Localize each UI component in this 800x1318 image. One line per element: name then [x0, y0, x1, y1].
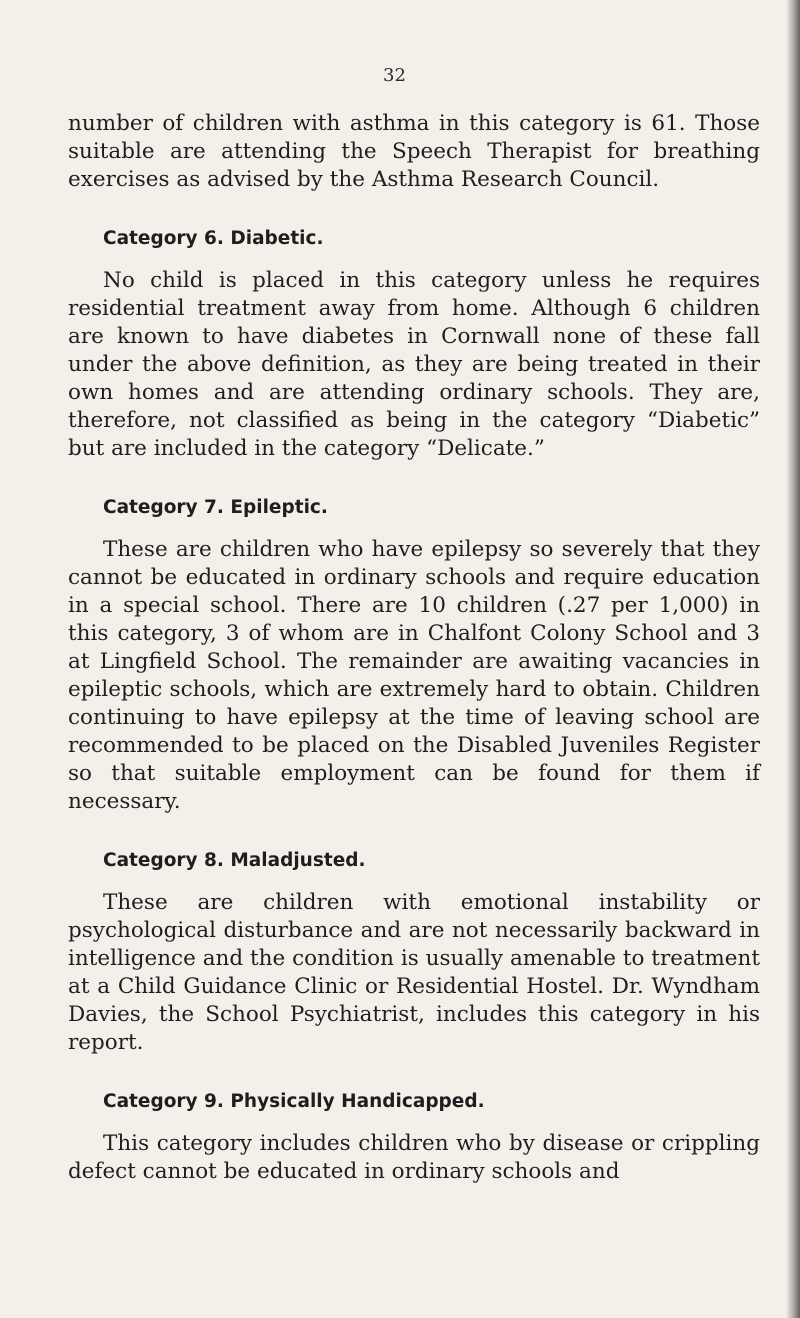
paragraph-diabetic: No child is placed in this category unless he requires residential treatment away from home. Although 6 children are known to have diabetes in Cornwall none of these fall under the above definition, as they are being treated in their own homes and are attending ordinary schools. They are, therefore, not classified as being in the category “Diabetic” but are included in the category “Delicate.”: [68, 268, 760, 461]
heading-category-6: Category 6. Diabetic.: [103, 228, 324, 249]
paragraph-asthma-continued: number of children with asthma in this category is 61. Those suitable are attending the Speech Therapist for breathing exercises as advised by the Asthma Research Council.: [68, 111, 760, 192]
heading-category-7: Category 7. Epileptic.: [103, 497, 328, 518]
heading-category-8: Category 8. Maladjusted.: [103, 850, 366, 871]
page-content: [68, 110, 760, 1186]
page-number: 32: [383, 65, 406, 86]
page-edge-shadow: [786, 0, 800, 1318]
paragraph-maladjusted: These are children with emotional instability or psychological disturbance and are not necessarily backward in intelligence and the condition is usually amenable to treatment at a Child Guidance Clinic or Residential Hostel. Dr. Wyndham Davies, the School Psychiatrist, includes this category in his report.: [68, 890, 760, 1055]
paragraph-physically-handicapped: This category includes children who by disease or crippling defect cannot be educated in ordinary schools and: [68, 1131, 760, 1184]
paragraph-epileptic: These are children who have epilepsy so severely that they cannot be educated in ordinary schools and require education in a special school. There are 10 children (.27 per 1,000) in this category, 3 of whom are in Chalfont Colony School and 3 at Lingfield School. The remainder are awaiting vacancies in epileptic schools, which are extremely hard to obtain. Children continuing to have epilepsy at the time of leaving school are recommended to be placed on the Disabled Juveniles Register so that suitable employment can be found for them if necessary.: [68, 537, 760, 814]
heading-category-9: Category 9. Physically Handicapped.: [103, 1091, 485, 1112]
